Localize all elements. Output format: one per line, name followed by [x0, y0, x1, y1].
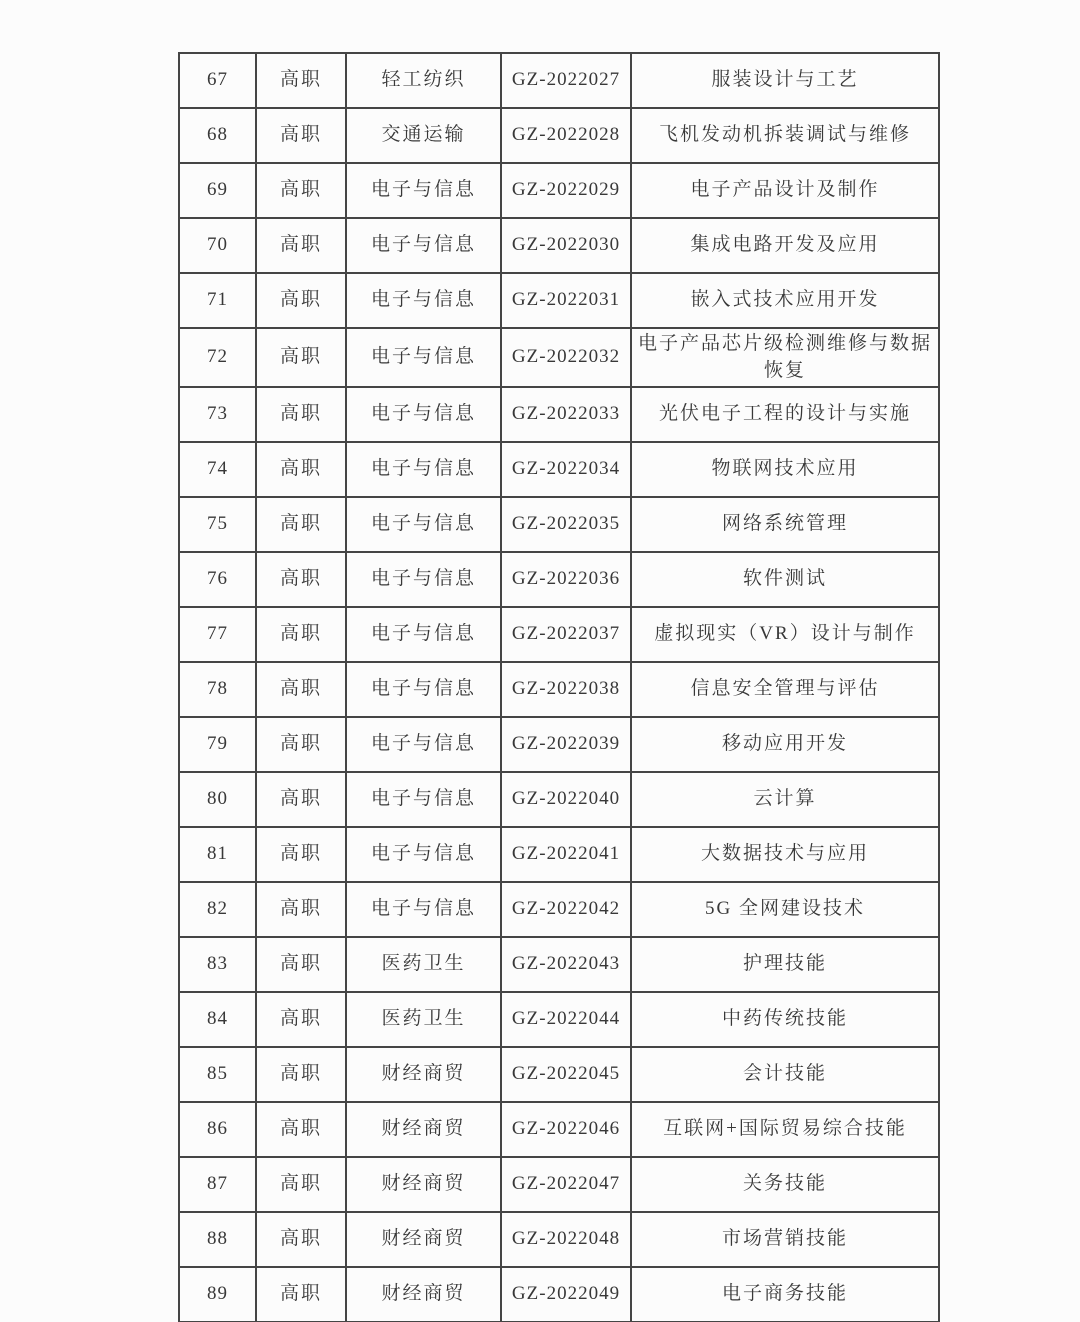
- table-cell: 电子与信息: [346, 218, 501, 273]
- table-cell: 77: [179, 607, 256, 662]
- table-row: [179, 442, 939, 497]
- table-cell: 68: [179, 108, 256, 163]
- table-cell: GZ-2022031: [501, 273, 631, 328]
- table-cell: GZ-2022028: [501, 108, 631, 163]
- table-cell: 财经商贸: [346, 1047, 501, 1102]
- table-cell: 虚拟现实（VR）设计与制作: [631, 607, 939, 662]
- table-cell: GZ-2022034: [501, 442, 631, 497]
- table-row: [179, 53, 939, 108]
- table-row: [179, 1157, 939, 1212]
- table-cell: 电子与信息: [346, 163, 501, 218]
- table-cell: GZ-2022043: [501, 937, 631, 992]
- table-cell: 73: [179, 387, 256, 442]
- table-cell: 高职: [256, 992, 346, 1047]
- table-cell: 高职: [256, 218, 346, 273]
- table-cell: 高职: [256, 882, 346, 937]
- table-cell: 信息安全管理与评估: [631, 662, 939, 717]
- table-cell: GZ-2022039: [501, 717, 631, 772]
- table-cell: 高职: [256, 442, 346, 497]
- table-cell: 飞机发动机拆装调试与维修: [631, 108, 939, 163]
- table-cell: 关务技能: [631, 1157, 939, 1212]
- table-row: [179, 218, 939, 273]
- table-cell: 82: [179, 882, 256, 937]
- table-cell: 79: [179, 717, 256, 772]
- table-cell: 电子与信息: [346, 273, 501, 328]
- table-cell: 电子与信息: [346, 827, 501, 882]
- table-cell: 电子产品设计及制作: [631, 163, 939, 218]
- table-cell: 高职: [256, 273, 346, 328]
- table-cell: 67: [179, 53, 256, 108]
- table-cell: GZ-2022032: [501, 328, 631, 387]
- table-cell: 高职: [256, 53, 346, 108]
- table-cell: 财经商贸: [346, 1267, 501, 1322]
- table-cell: 云计算: [631, 772, 939, 827]
- competition-table: [178, 52, 940, 1322]
- table-cell: GZ-2022049: [501, 1267, 631, 1322]
- table-cell: 87: [179, 1157, 256, 1212]
- table-cell: GZ-2022035: [501, 497, 631, 552]
- table-cell: 高职: [256, 1267, 346, 1322]
- table-cell: 高职: [256, 1102, 346, 1157]
- table-cell: 医药卫生: [346, 937, 501, 992]
- table-cell: 81: [179, 827, 256, 882]
- table-cell: 护理技能: [631, 937, 939, 992]
- table-row: [179, 937, 939, 992]
- table-row: [179, 607, 939, 662]
- table-cell: 服装设计与工艺: [631, 53, 939, 108]
- table-cell: 光伏电子工程的设计与实施: [631, 387, 939, 442]
- table-cell: 互联网+国际贸易综合技能: [631, 1102, 939, 1157]
- table-cell: 网络系统管理: [631, 497, 939, 552]
- table-cell: 71: [179, 273, 256, 328]
- table-cell: 会计技能: [631, 1047, 939, 1102]
- table-row: [179, 992, 939, 1047]
- table-row: [179, 552, 939, 607]
- table-cell: 市场营销技能: [631, 1212, 939, 1267]
- table-cell: 电子与信息: [346, 387, 501, 442]
- table-cell: 轻工纺织: [346, 53, 501, 108]
- table-cell: 电子与信息: [346, 607, 501, 662]
- table-row: [179, 882, 939, 937]
- table-cell: 75: [179, 497, 256, 552]
- table-cell: GZ-2022041: [501, 827, 631, 882]
- table-cell: 84: [179, 992, 256, 1047]
- table-cell: 软件测试: [631, 552, 939, 607]
- table-cell: 高职: [256, 937, 346, 992]
- table-cell: 74: [179, 442, 256, 497]
- table-cell: 高职: [256, 387, 346, 442]
- table-row: [179, 273, 939, 328]
- table-row: [179, 497, 939, 552]
- table-cell: 电子与信息: [346, 497, 501, 552]
- table-cell: 电子与信息: [346, 552, 501, 607]
- table-cell: GZ-2022037: [501, 607, 631, 662]
- table-cell: 财经商贸: [346, 1212, 501, 1267]
- table-cell: 电子与信息: [346, 662, 501, 717]
- table-cell: 中药传统技能: [631, 992, 939, 1047]
- table-cell: GZ-2022046: [501, 1102, 631, 1157]
- table-cell: GZ-2022045: [501, 1047, 631, 1102]
- table-row: [179, 328, 939, 387]
- table-cell: 高职: [256, 1212, 346, 1267]
- table-cell: 移动应用开发: [631, 717, 939, 772]
- table-cell: 电子与信息: [346, 882, 501, 937]
- table-row: [179, 163, 939, 218]
- table-cell: 财经商贸: [346, 1157, 501, 1212]
- table-cell: 高职: [256, 328, 346, 387]
- table-cell: 高职: [256, 662, 346, 717]
- competition-table-body: [179, 53, 939, 1322]
- table-cell: 高职: [256, 552, 346, 607]
- table-cell: 高职: [256, 717, 346, 772]
- table-cell: GZ-2022044: [501, 992, 631, 1047]
- table-cell: 财经商贸: [346, 1102, 501, 1157]
- table-cell: GZ-2022042: [501, 882, 631, 937]
- table-row: [179, 1102, 939, 1157]
- table-cell: 70: [179, 218, 256, 273]
- table-cell: GZ-2022033: [501, 387, 631, 442]
- table-cell: GZ-2022030: [501, 218, 631, 273]
- table-cell: 88: [179, 1212, 256, 1267]
- table-cell: 85: [179, 1047, 256, 1102]
- table-cell: 物联网技术应用: [631, 442, 939, 497]
- table-cell: 86: [179, 1102, 256, 1157]
- table-row: [179, 387, 939, 442]
- table-cell: 高职: [256, 108, 346, 163]
- table-cell: 电子产品芯片级检测维修与数据恢复: [631, 328, 939, 387]
- table-row: [179, 827, 939, 882]
- table-row: [179, 108, 939, 163]
- table-cell: 78: [179, 662, 256, 717]
- table-cell: 高职: [256, 827, 346, 882]
- table-cell: 医药卫生: [346, 992, 501, 1047]
- table-cell: 83: [179, 937, 256, 992]
- table-row: [179, 772, 939, 827]
- table-cell: 大数据技术与应用: [631, 827, 939, 882]
- table-cell: 高职: [256, 1157, 346, 1212]
- table-cell: 电子与信息: [346, 717, 501, 772]
- table-row: [179, 1267, 939, 1322]
- table-row: [179, 1212, 939, 1267]
- table-cell: 高职: [256, 607, 346, 662]
- table-cell: 高职: [256, 497, 346, 552]
- table-cell: 72: [179, 328, 256, 387]
- table-cell: GZ-2022036: [501, 552, 631, 607]
- table-cell: 电子商务技能: [631, 1267, 939, 1322]
- table-cell: 电子与信息: [346, 328, 501, 387]
- table-cell: 5G 全网建设技术: [631, 882, 939, 937]
- table-cell: 集成电路开发及应用: [631, 218, 939, 273]
- table-cell: GZ-2022048: [501, 1212, 631, 1267]
- table-cell: GZ-2022047: [501, 1157, 631, 1212]
- table-cell: 高职: [256, 163, 346, 218]
- table-row: [179, 717, 939, 772]
- table-cell: 交通运输: [346, 108, 501, 163]
- table-cell: GZ-2022027: [501, 53, 631, 108]
- table-cell: 80: [179, 772, 256, 827]
- table-cell: 高职: [256, 1047, 346, 1102]
- table-cell: 69: [179, 163, 256, 218]
- table-row: [179, 1047, 939, 1102]
- table-cell: GZ-2022038: [501, 662, 631, 717]
- table-cell: GZ-2022040: [501, 772, 631, 827]
- table-cell: 嵌入式技术应用开发: [631, 273, 939, 328]
- table-cell: 76: [179, 552, 256, 607]
- table-cell: GZ-2022029: [501, 163, 631, 218]
- table-row: [179, 662, 939, 717]
- table-cell: 89: [179, 1267, 256, 1322]
- table-cell: 电子与信息: [346, 442, 501, 497]
- table-cell: 高职: [256, 772, 346, 827]
- table-cell: 电子与信息: [346, 772, 501, 827]
